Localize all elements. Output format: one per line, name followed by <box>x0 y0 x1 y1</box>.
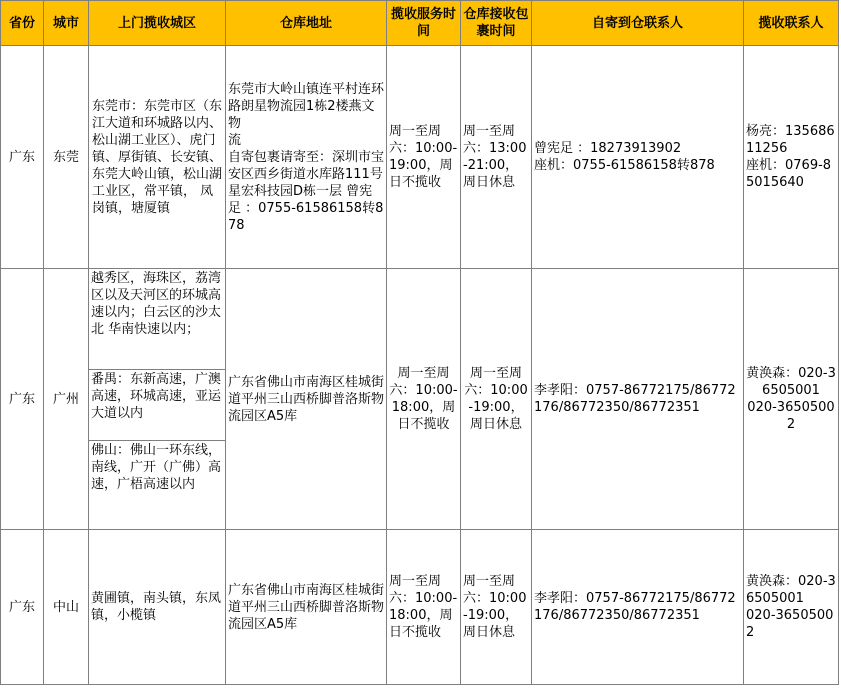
table-row <box>1 269 839 530</box>
pickup-time-cell: 周一至周六：10:00-18:00，周日不揽收 <box>387 530 461 685</box>
header-warehouse-address: 仓库地址 <box>226 1 387 46</box>
warehouse-address-cell: 广东省佛山市南海区桂城街道平州三山西桥脚普洛斯物流园区A5库 <box>226 530 387 685</box>
header-province: 省份 <box>1 1 44 46</box>
city-cell: 广州 <box>44 269 89 530</box>
pickup-area-cell: 东莞市：东莞市区（东江大道和环城路以内、松山湖工业区）、虎门镇、厚街镇、长安镇、东莞大岭山镇，松山湖工业区，常平镇， 凤岗镇，塘厦镇 <box>89 46 226 269</box>
header-row <box>1 1 839 46</box>
self-send-contact-cell: 李孝阳：0757-86772175/86772176/86772350/86772351 <box>532 269 744 530</box>
warehouse-receive-time-cell: 周一至周六：10:00-19:00，周日休息 <box>461 530 532 685</box>
table-row <box>1 46 839 269</box>
city-cell: 中山 <box>44 530 89 685</box>
pickup-area-part: 佛山：佛山一环东线，南线，广开（广佛）高速，广梧高速以内 <box>91 443 222 492</box>
self-send-contact-cell: 曾宪足 ：18273913902 座机：0755-61586158转878 <box>532 46 744 269</box>
header-pickup-contact: 揽收联系人 <box>744 1 839 46</box>
pickup-area-part: 越秀区，海珠区，荔湾区以及天河区的环城高速以内；白云区的沙太北 华南快速以内； <box>89 269 225 370</box>
header-warehouse-receive-time: 仓库接收包裹时间 <box>461 1 532 46</box>
pickup-contact-cell: 黄涣森：020-36505001 020-36505002 <box>744 530 839 685</box>
self-send-contact-cell: 李孝阳：0757-86772175/86772176/86772350/86772351 <box>532 530 744 685</box>
province-cell: 广东 <box>1 46 44 269</box>
warehouse-receive-time-cell: 周一至周六：10:00-19:00，周日休息 <box>461 269 532 530</box>
header-city: 城市 <box>44 1 89 46</box>
city-cell: 东莞 <box>44 46 89 269</box>
warehouse-address-cell: 广东省佛山市南海区桂城街道平州三山西桥脚普洛斯物流园区A5库 <box>226 269 387 530</box>
province-cell: 广东 <box>1 530 44 685</box>
pickup-area-cell: 黄圃镇，南头镇，东凤镇，小榄镇 <box>89 530 226 685</box>
warehouse-receive-time-cell: 周一至周六：13:00-21:00，周日休息 <box>461 46 532 269</box>
table-row <box>1 530 839 685</box>
pickup-contact-cell: 杨亮：13568611256 座机：0769-85015640 <box>744 46 839 269</box>
pickup-area-part: 番禺：东新高速，广澳高速，环城高速，亚运大道以内 <box>89 370 225 441</box>
pickup-time-cell: 周一至周六：10:00-18:00，周日不揽收 <box>387 269 461 530</box>
header-self-send-contact: 自寄到仓联系人 <box>532 1 744 46</box>
header-pickup-time: 揽收服务时间 <box>387 1 461 46</box>
pickup-area-cell <box>89 269 226 530</box>
pickup-contact-cell: 黄涣森：020-36505001 020-36505002 <box>744 269 839 530</box>
province-cell: 广东 <box>1 269 44 530</box>
header-pickup-area: 上门揽收城区 <box>89 1 226 46</box>
pickup-time-cell: 周一至周六：10:00-19:00，周日不揽收 <box>387 46 461 269</box>
warehouse-address-cell: 东莞市大岭山镇连平村连环路朗星物流园1栋2楼燕文物 流 自寄包裹请寄至：深圳市宝安区西乡街道水库路111号星宏科技园D栋一层 曾宪足 ：0755-61586158转878 <box>226 46 387 269</box>
